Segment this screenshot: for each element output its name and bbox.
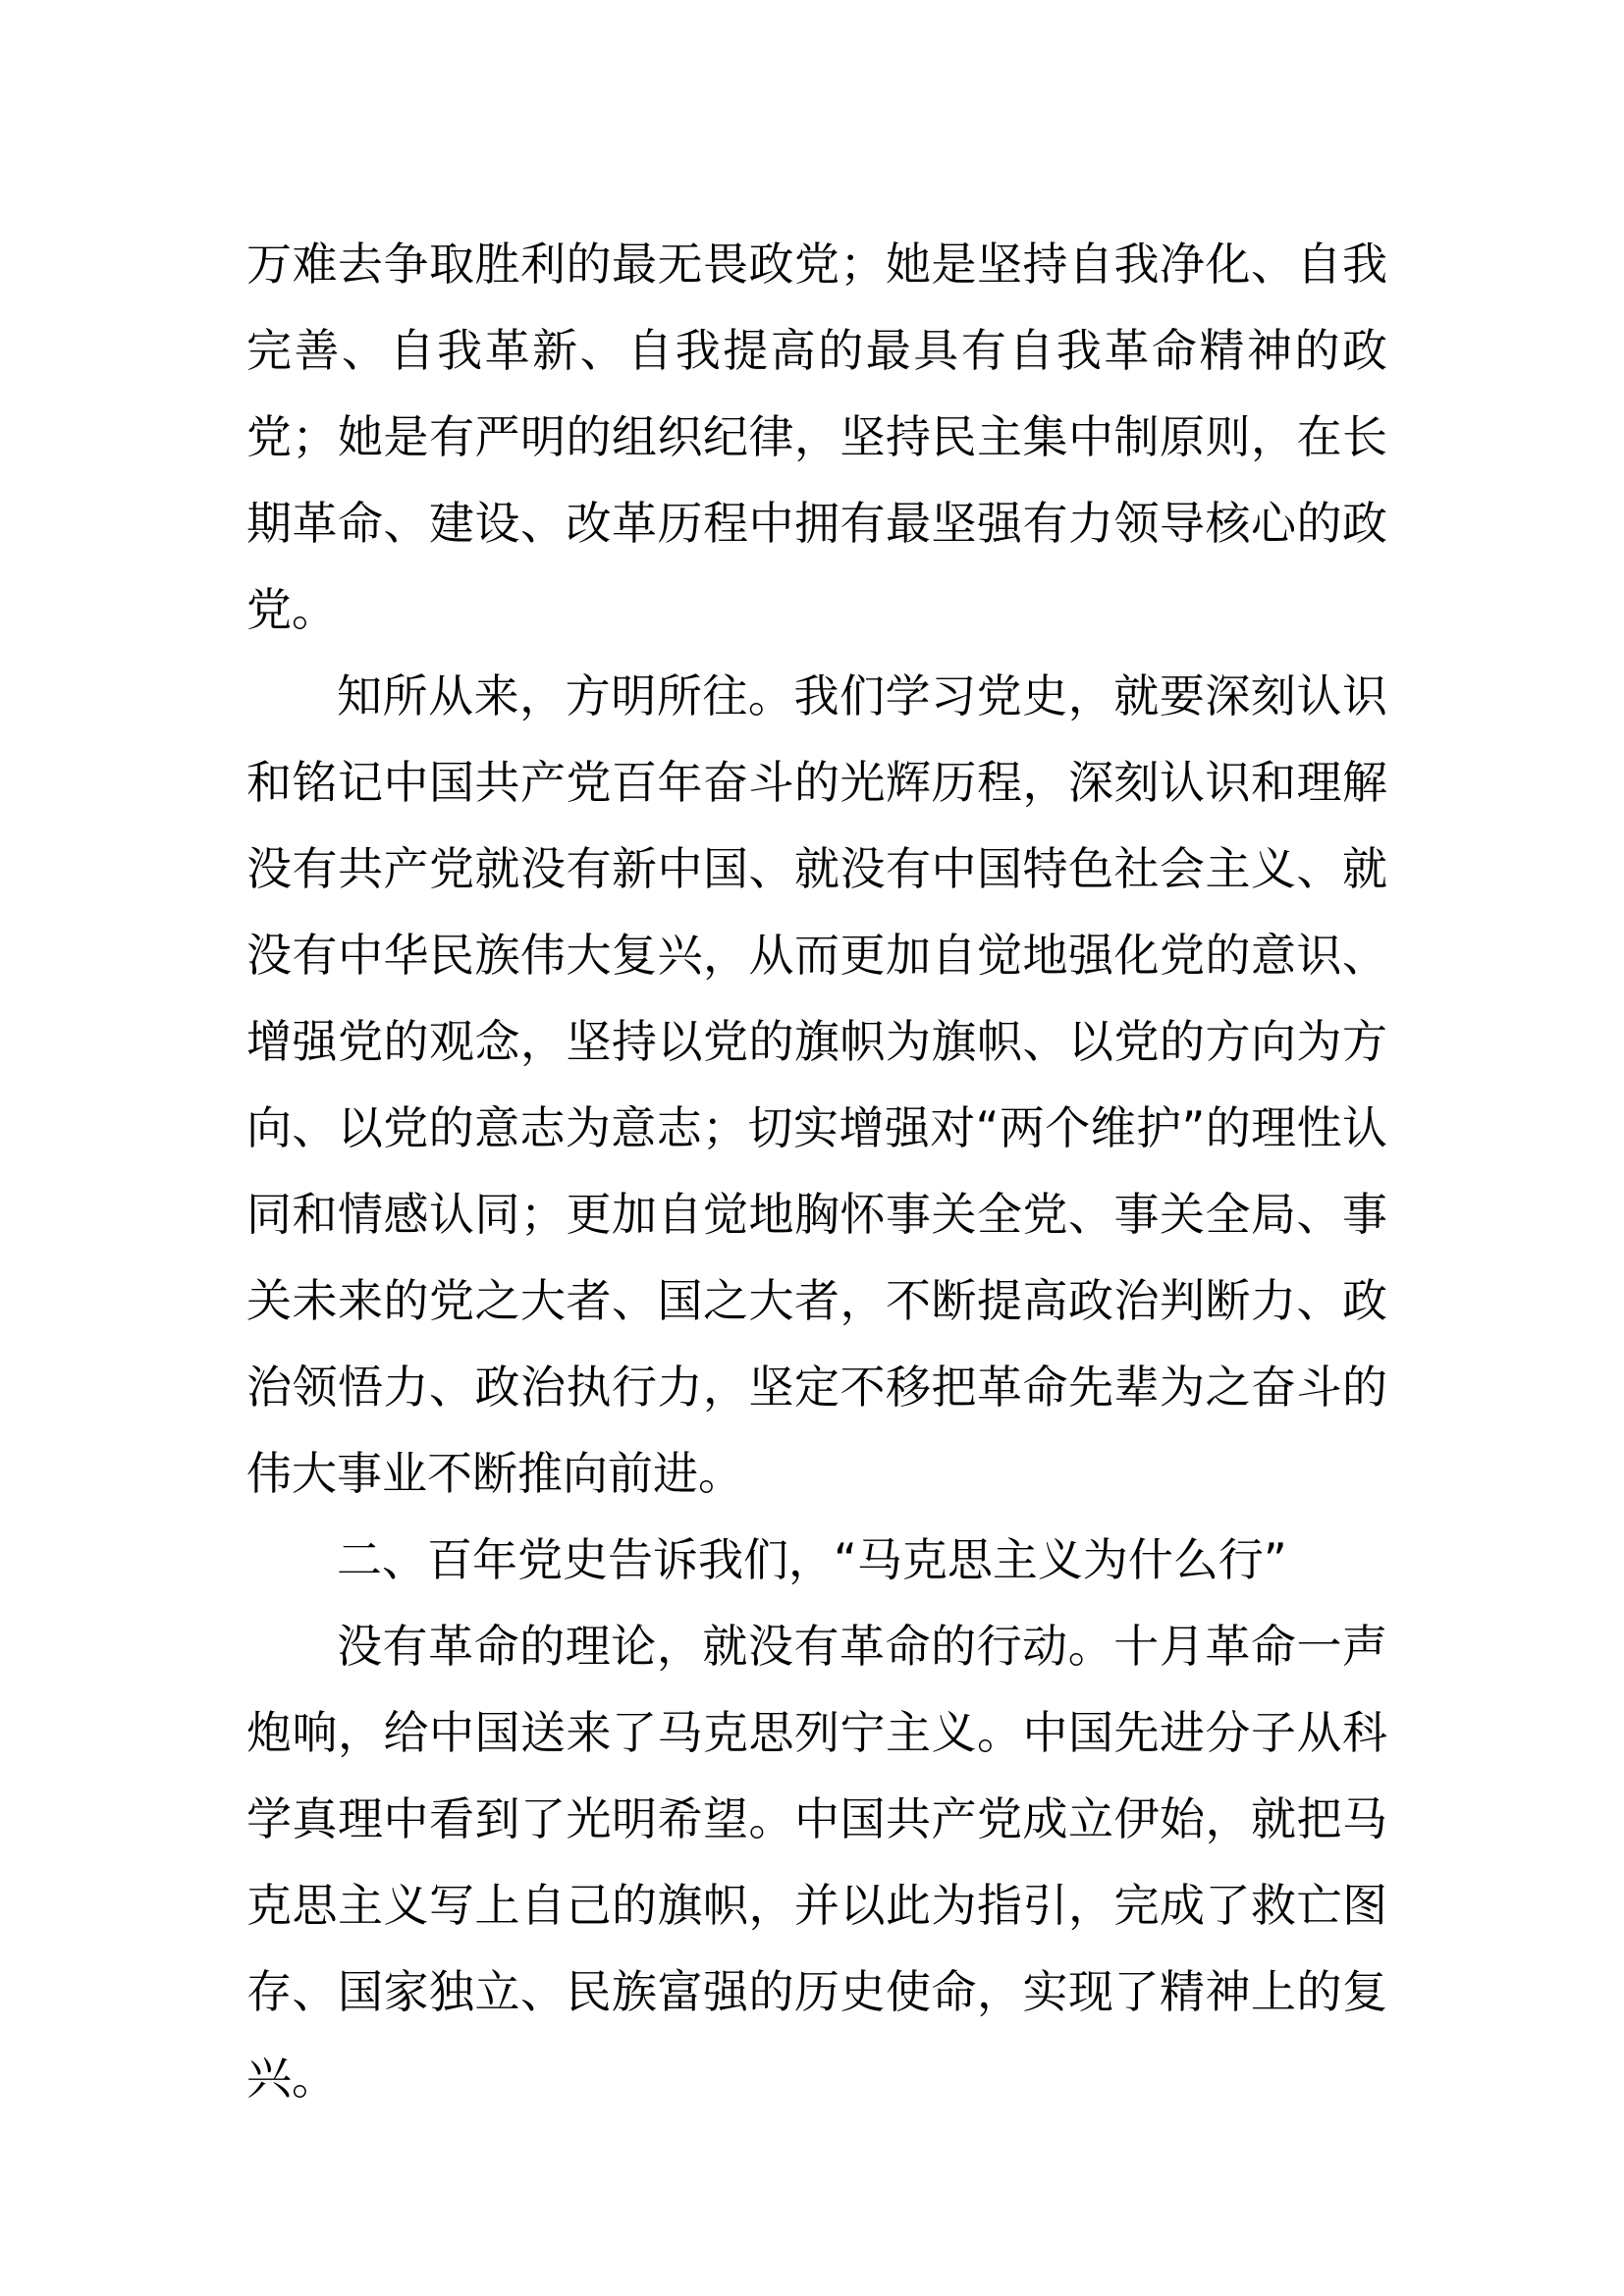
paragraph-revolutionary-theory: 没有革命的理论，就没有革命的行动。十月革命一声炮响，给中国送来了马克思列宁主义。中国先进分子从科学真理中看到了光明希望。中国共产党成立伊始，就把马克思主义写上自己的旗帜，并以此为指引，完成了救亡图存、国家独立、民族富强的历史使命，实现了精神上的复兴。	[246, 1620, 1387, 2105]
paragraph-continuation: 万难去争取胜利的最无畏政党；她是坚持自我净化、自我完善、自我革新、自我提高的最具有自我革命精神的政党；她是有严明的组织纪律，坚持民主集中制原则，在长期革命、建设、改革历程中拥有最坚强有力领导核心的政党。	[246, 238, 1387, 636]
section-heading-marxism: 二、百年党史告诉我们，“马克思主义为什么行”	[337, 1533, 1287, 1586]
document-body	[246, 221, 1387, 2121]
paragraph-learning-party-history: 知所从来，方明所往。我们学习党史，就要深刻认识和铭记中国共产党百年奋斗的光辉历程，深刻认识和理解没有共产党就没有新中国、就没有中国特色社会主义、就没有中华民族伟大复兴，从而更加自觉地强化党的意识、增强党的观念，坚持以党的旗帜为旗帜、以党的方向为方向、以党的意志为意志；切实增强对“两个维护”的理性认同和情感认同；更加自觉地胸怀事关全党、事关全局、事关未来的党之大者、国之大者，不断提高政治判断力、政治领悟力、政治执行力，坚定不移把革命先辈为之奋斗的伟大事业不断推向前进。	[246, 669, 1387, 1500]
